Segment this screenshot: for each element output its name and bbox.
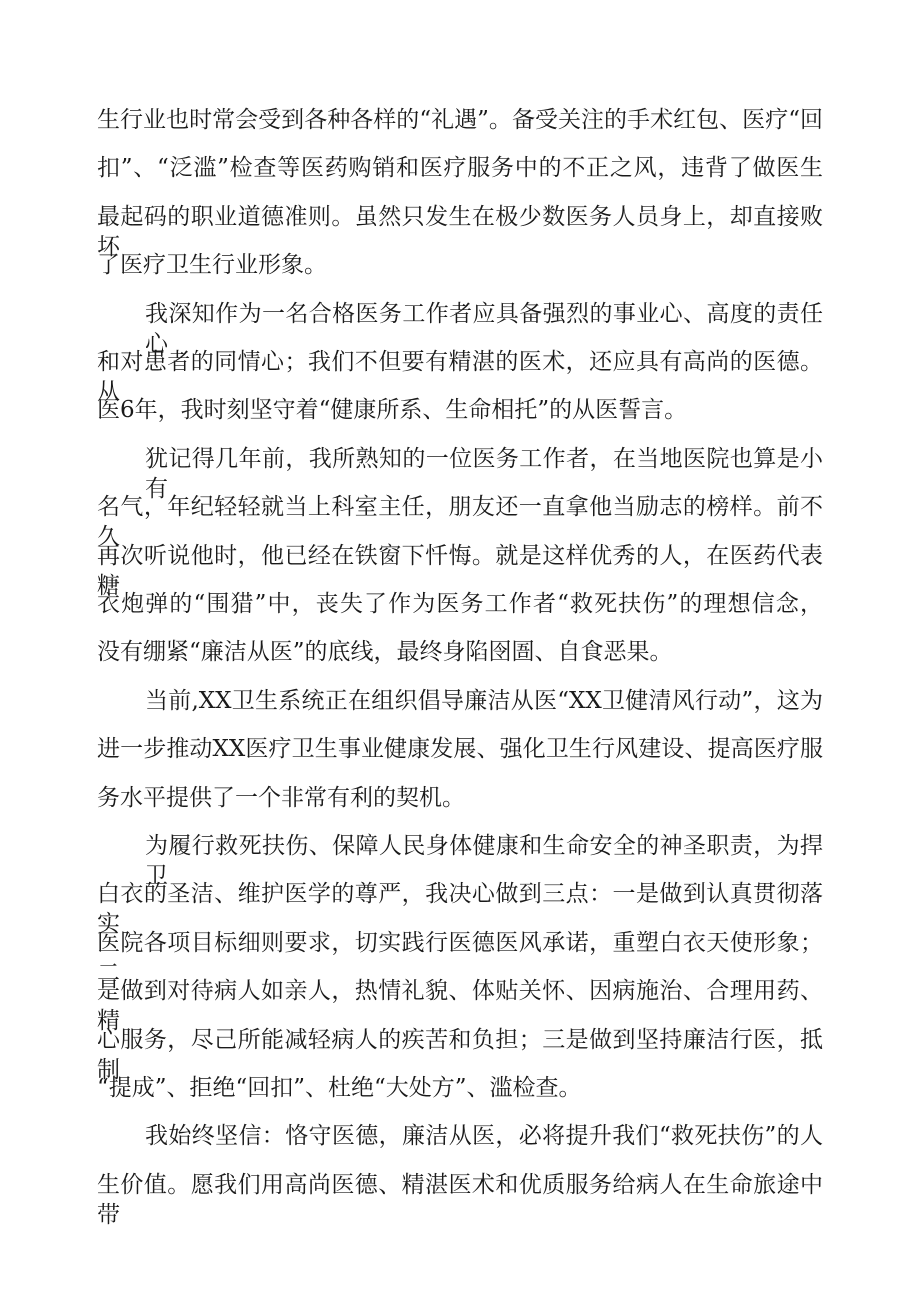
text-line: 没有绷紧“廉洁从医”的底线，最终身陷囹圄、自食恶果。 <box>97 639 673 666</box>
text-line: 犹记得几年前，我所熟知的一位医务工作者，在当地医院也算是小有 <box>145 445 823 502</box>
text-line: 我深知作为一名合格医务工作者应具备强烈的事业心、高度的责任心 <box>145 300 823 357</box>
text-line: 当前,XX卫生系统正在组织倡导廉洁从医“XX卫健清风行动”，这为 <box>145 687 823 714</box>
text-line: 了医疗卫生行业形象。 <box>97 252 327 279</box>
text-line: 扣”、“泛滥”检查等医药购销和医疗服务中的不正之风，违背了做医生 <box>97 155 823 182</box>
text-line: 进一步推动XX医疗卫生事业健康发展、强化卫生行风建设、提高医疗服 <box>97 736 823 763</box>
text-line: 生价值。愿我们用高尚医德、精湛医术和优质服务给病人在生命旅途中带 <box>97 1171 823 1228</box>
text-line: 医6年，我时刻坚守着“健康所系、生命相托”的从医誓言。 <box>97 397 688 424</box>
text-line: 心服务，尽己所能减轻病人的疾苦和负担；三是做到坚持廉洁行医，抵制 <box>97 1026 823 1083</box>
text-line: 衣炮弹的“围猎”中，丧失了作为医务工作者“救死扶伤”的理想信念， <box>97 591 823 617</box>
text-line: 名气，年纪轻轻就当上科室主任，朋友还一直拿他当励志的榜样。前不久 <box>97 494 823 551</box>
text-line: 生行业也时常会受到各种各样的“礼遇”。备受关注的手术红包、医疗“回 <box>97 107 823 133</box>
text-line: 医院各项目标细则要求，切实践行医德医风承诺，重塑白衣天使形象；二 <box>97 929 823 986</box>
text-line: 我始终坚信：恪守医德，廉洁从医，必将提升我们“救死扶伤”的人 <box>145 1123 823 1150</box>
text-line: 白衣的圣洁、维护医学的尊严，我决心做到三点：一是做到认真贯彻落实 <box>97 881 823 938</box>
text-line: 务水平提供了一个非常有利的契机。 <box>97 784 465 811</box>
text-line: 再次听说他时，他已经在铁窗下忏悔。就是这样优秀的人，在医药代表糖 <box>97 542 823 599</box>
text-line: 为履行救死扶伤、保障人民身体健康和生命安全的神圣职责，为捍卫 <box>145 833 823 889</box>
text-line: 和对患者的同情心；我们不但要有精湛的医术，还应具有高尚的医德。从 <box>97 349 823 405</box>
text-line: 最起码的职业道德准则。虽然只发生在极少数医务人员身上，却直接败坏 <box>97 203 823 260</box>
text-line: 是做到对待病人如亲人，热情礼貌、体贴关怀、因病施治、合理用药、精 <box>97 978 823 1035</box>
text-line: “提成”、拒绝“回扣”、杜绝“大处方”、滥检查。 <box>97 1075 582 1101</box>
